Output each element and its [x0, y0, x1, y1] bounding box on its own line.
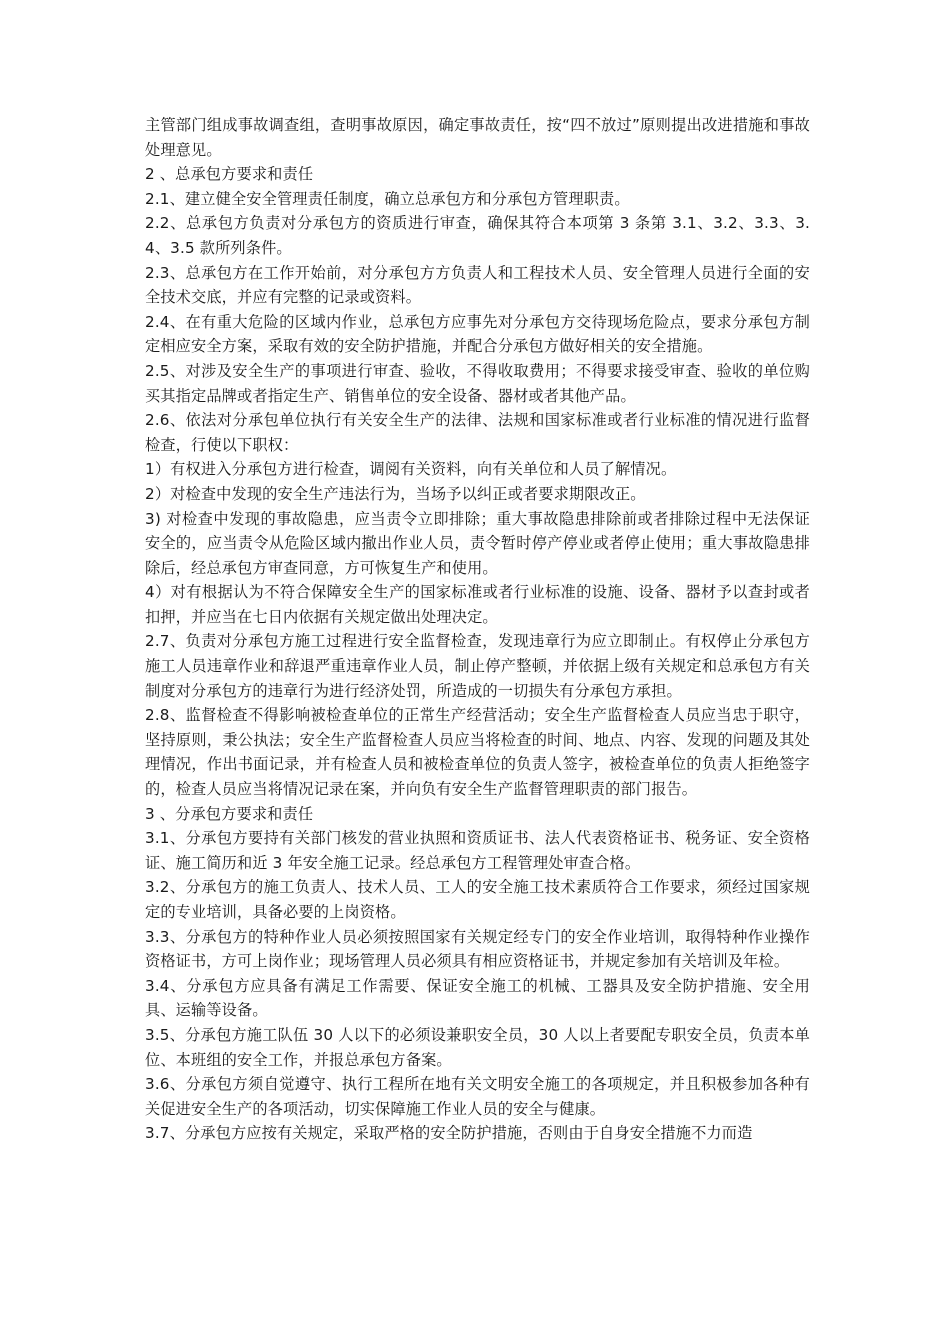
clause-2-6-item-1: 1）有权进入分承包方进行检查，调阅有关资料，向有关单位和人员了解情况。: [145, 460, 677, 479]
clause-2-4: 2.4、在有重大危险的区域内作业，总承包方应事先对分承包方交待现场危险点，要求分承包方制定相应安全方案，采取有效的安全防护措施，并配合分承包方做好相关的安全措施。: [145, 312, 810, 356]
clause-2-3: 2.3、总承包方在工作开始前，对分承包方方负责人和工程技术人员、安全管理人员进行全面的安全技术交底，并应有完整的记录或资料。: [145, 263, 810, 307]
section-heading-2: 2 、总承包方要求和责任: [145, 165, 314, 184]
clause-3-6: 3.6、分承包方须自觉遵守、执行工程所在地有关文明安全施工的各项规定，并且积极参加各种有关促进安全生产的各项活动，切实保障施工作业人员的安全与健康。: [145, 1075, 810, 1118]
clause-2-1: 2.1、建立健全安全管理责任制度，确立总承包方和分承包方管理职责。: [145, 189, 630, 208]
clause-3-3: 3.3、分承包方的特种作业人员必须按照国家有关规定经专门的安全作业培训，取得特种作业操作资格证书，方可上岗作业；现场管理人员必须具有相应资格证书，并规定参加有关培训及年检。: [145, 927, 810, 971]
clause-2-2: 2.2、总承包方负责对分承包方的资质进行审查，确保其符合本项第 3 条第 3.1、3.2、3.3、3.4、3.5 款所列条件。: [145, 214, 810, 257]
clause-3-2: 3.2、分承包方的施工负责人、技术人员、工人的安全施工技术素质符合工作要求，须经过国家规定的专业培训，具备必要的上岗资格。: [145, 878, 810, 921]
clause-3-4: 3.4、分承包方应具备有满足工作需要、保证安全施工的机械、工器具及安全防护措施、安全用具、运输等设备。: [145, 976, 810, 1020]
clause-2-8: 2.8、监督检查不得影响被检查单位的正常生产经营活动；安全生产监督检查人员应当忠于职守，坚持原则，秉公执法；安全生产监督检查人员应当将检查的时间、地点、内容、发现的问题及其处理情况，作出书面记录，并有检查人员和被检查单位的负责人签字，被检查单位的负责人拒绝签字的，检查人员应当将情况记录在案，并向负有安全生产监督管理职责的部门报告。: [145, 706, 810, 799]
clause-3-7: 3.7、分承包方应按有关规定，采取严格的安全防护措施，否则由于自身安全措施不力而造: [145, 1124, 753, 1143]
clause-3-5: 3.5、分承包方施工队伍 30 人以下的必须设兼职安全员，30 人以上者要配专职安全员，负责本单位、本班组的安全工作，并报总承包方备案。: [145, 1025, 810, 1069]
clause-2-6: 2.6、依法对分承包单位执行有关安全生产的法律、法规和国家标准或者行业标准的情况进行监督检查，行使以下职权：: [145, 411, 810, 454]
clause-2-5: 2.5、对涉及安全生产的事项进行审查、验收，不得收取费用；不得要求接受审查、验收的单位购买其指定品牌或者指定生产、销售单位的安全设备、器材或者其他产品。: [145, 361, 810, 405]
document-body: [145, 113, 810, 1146]
paragraph-accident-investigation: 主管部门组成事故调查组，查明事故原因，确定事故责任，按“四不放过”原则提出改进措施和事故处理意见。: [145, 116, 810, 159]
clause-3-1: 3.1、分承包方要持有关部门核发的营业执照和资质证书、法人代表资格证书、税务证、安全资格证、施工简历和近 3 年安全施工记录。经总承包方工程管理处审查合格。: [145, 829, 810, 872]
section-heading-3: 3 、分承包方要求和责任: [145, 804, 314, 823]
clause-2-6-item-3: 3) 对检查中发现的事故隐患，应当责令立即排除；重大事故隐患排除前或者排除过程中无法保证安全的，应当责令从危险区域内撤出作业人员，责令暂时停产停业或者停止使用；重大事故隐患排除后，经总承包方审查同意，方可恢复生产和使用。: [145, 509, 810, 577]
clause-2-6-item-4: 4）对有根据认为不符合保障安全生产的国家标准或者行业标准的设施、设备、器材予以查封或者扣押，并应当在七日内依据有关规定做出处理决定。: [145, 583, 810, 626]
clause-2-7: 2.7、负责对分承包方施工过程进行安全监督检查，发现违章行为应立即制止。有权停止分承包方施工人员违章作业和辞退严重违章作业人员，制止停产整顿，并依据上级有关规定和总承包方有关制度对分承包方的违章行为进行经济处罚，所造成的一切损失有分承包方承担。: [145, 632, 810, 700]
clause-2-6-item-2: 2）对检查中发现的安全生产违法行为，当场予以纠正或者要求期限改正。: [145, 484, 646, 503]
